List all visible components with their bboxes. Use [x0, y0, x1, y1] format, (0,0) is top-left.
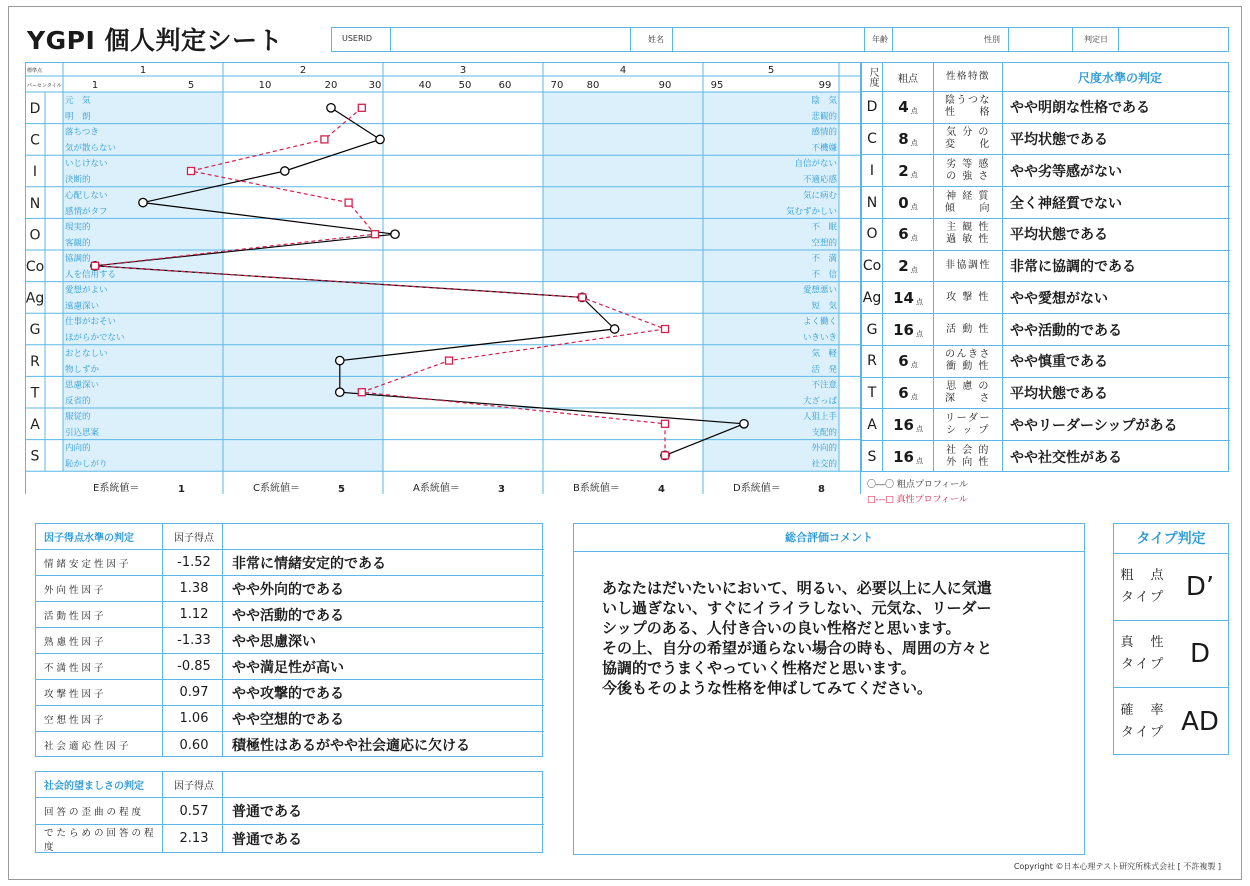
type-label: 確 率 タイプ	[1120, 702, 1166, 740]
factor-judgement: やや満足性が高い	[232, 659, 344, 676]
right-trait-top: 人狙上手	[802, 412, 837, 422]
left-trait-bottom: 決断的	[65, 175, 91, 186]
right-trait-bottom: 支配的	[811, 428, 837, 438]
true-profile-point	[92, 262, 99, 269]
left-trait-top: 思慮深い	[65, 380, 100, 391]
type-row	[1114, 621, 1228, 688]
scale-code: R	[30, 353, 40, 370]
scale-points: 16 点	[893, 320, 923, 339]
true-profile-point	[321, 136, 328, 143]
factor-judgement: やや空想的である	[232, 711, 344, 728]
percentile-label: 5	[187, 80, 195, 91]
comment-header: 総合評価コメント	[574, 524, 1084, 552]
true-profile-point	[446, 357, 453, 364]
true-profile-point	[188, 168, 195, 175]
scale-trait: 陰うつな 性 格	[945, 95, 991, 119]
left-trait-bottom: 客観的	[65, 238, 91, 249]
scale-code: N	[866, 194, 878, 211]
percentile-label: 90	[658, 80, 672, 91]
sex-label: 性別	[984, 35, 1000, 44]
factor-judgement: やや思慮深い	[232, 633, 316, 650]
scale-code: C	[867, 131, 877, 148]
left-trait-bottom: ほがらかでない	[65, 333, 125, 344]
factor-name: 回答の歪曲の程度	[44, 807, 145, 818]
scale-points: 6 点	[898, 352, 918, 371]
factor-name: 社会適応性因子	[44, 741, 132, 752]
scale-code: A	[30, 417, 40, 433]
comment-line: シップのある、人付き合いの良い性格だと思います。	[602, 619, 961, 637]
scale-trait: 社 会 的 外 向 性	[946, 445, 990, 469]
right-trait-top: 陰 気	[811, 96, 837, 106]
scale-trait: 活 動 性	[946, 323, 990, 335]
right-trait-bottom: いきいき	[802, 333, 837, 344]
factor-name: 空想性因子	[44, 714, 107, 726]
system-value: 8	[818, 484, 825, 494]
type-value: D	[1189, 639, 1211, 669]
scale-trait: 主 観 性 過 敏 性	[946, 222, 990, 246]
factor-score: 0.60	[179, 737, 209, 753]
factor-score: 0.97	[179, 685, 209, 700]
factor-table-row	[36, 654, 544, 680]
scale-points: 2 点	[898, 257, 918, 276]
corner-percentile-label: パーセンタイル	[27, 83, 62, 89]
scale-points: 14 点	[893, 288, 923, 307]
right-trait-bottom: 気むずかしい	[785, 206, 837, 217]
scale-row-t	[862, 378, 1230, 410]
comment-line: いし過ぎない、すぐにイライラしない、元気な、リーダー	[602, 599, 992, 617]
factor-name: でたらめの回答の程度	[44, 827, 157, 853]
scale-code: I	[32, 164, 38, 181]
type-value: D’	[1185, 572, 1215, 602]
comment-line: その上、自分の希望が通らない場合の時も、周囲の方々と	[602, 639, 993, 657]
scale-judgement: やや慎重である	[1010, 354, 1108, 371]
factor-table-row	[36, 732, 544, 758]
right-trait-top: 気に病む	[802, 190, 837, 201]
scale-row-o	[862, 219, 1230, 251]
percentile-label: 80	[586, 80, 600, 91]
scale-code: R	[867, 353, 877, 370]
left-trait-top: 仕事がおそい	[65, 317, 117, 328]
rough-profile-point	[376, 135, 384, 143]
userid-label: USERID	[342, 34, 373, 43]
rough-profile-point	[391, 230, 399, 238]
scale-row-r	[862, 346, 1230, 378]
scale-row-a	[862, 410, 1230, 442]
factor-score: 1.06	[179, 711, 209, 726]
scale-row-g	[862, 314, 1230, 346]
right-trait-top: 自信がない	[794, 159, 837, 170]
factor-name: 情緒安定性因子	[44, 558, 132, 570]
scale-points: 0 点	[898, 193, 918, 212]
scale-row-s	[862, 441, 1230, 473]
factor-score: 1.12	[179, 607, 209, 622]
comment-line: 今後もそのような性格を伸ばしてみてください。	[602, 679, 933, 697]
scale-judgement: やや愛想がない	[1010, 290, 1108, 307]
system-value-label: A系統値＝	[413, 483, 460, 494]
left-trait-top: 愛想がよい	[65, 285, 108, 296]
type-judgement-box	[1113, 523, 1229, 755]
type-label: 粗 点 タイプ	[1120, 568, 1166, 605]
points-column-header: 粗点	[898, 73, 918, 85]
left-trait-top: 心配しない	[65, 190, 108, 201]
true-profile-point	[358, 389, 365, 396]
page-title: YGPI 個人判定シート	[27, 26, 283, 55]
left-trait-top: 現実的	[65, 222, 91, 233]
scale-judgement: 平均状態である	[1010, 386, 1108, 403]
profile-chart	[25, 62, 861, 494]
factor-name: 外向性因子	[44, 584, 107, 596]
factor-score-table	[35, 523, 543, 757]
scale-code: G	[29, 322, 41, 339]
right-trait-bottom: 大ざっぱ	[802, 396, 837, 407]
scale-code: G	[866, 321, 878, 338]
left-trait-bottom: 人を信用する	[65, 270, 117, 280]
system-value: 5	[338, 484, 345, 494]
scale-points: 16 点	[893, 448, 923, 467]
right-trait-top: 不 満	[811, 254, 837, 264]
right-trait-bottom: 活 発	[811, 364, 837, 375]
scale-code: O	[866, 226, 878, 243]
left-trait-top: 協調的	[65, 254, 91, 264]
percentile-label: 95	[710, 80, 724, 91]
social-header-score: 因子得点	[174, 781, 214, 792]
percentile-label: 1	[91, 80, 99, 91]
factor-table-row	[36, 550, 544, 576]
scale-row-c	[862, 124, 1230, 156]
system-value: 4	[658, 484, 665, 494]
system-value-label: D系統値＝	[733, 483, 781, 494]
factor-judgement: 積極性はあるがやや社会適応に欠ける	[232, 738, 470, 754]
factor-judgement: 非常に情緒安定的である	[232, 555, 386, 572]
factor-table-row	[36, 706, 544, 732]
right-trait-top: 気 軽	[811, 348, 837, 359]
rough-profile-point	[740, 420, 748, 428]
system-value: 1	[178, 484, 185, 494]
social-header-name: 社会的望ましさの判定	[44, 781, 144, 792]
type-header: タイプ判定	[1114, 524, 1228, 554]
rough-profile-point	[336, 356, 344, 364]
scale-points: 2 点	[898, 161, 918, 180]
legend-rough-profile: 〇―〇 粗点プロフィール	[867, 480, 968, 490]
factor-judgement: やや外向的である	[232, 581, 344, 598]
scale-trait: 非協調性	[945, 260, 991, 272]
type-value: AD	[1181, 706, 1219, 737]
standard-score-label: 2	[299, 65, 307, 76]
factor-table-row	[36, 576, 544, 602]
factor-score: 2.13	[179, 831, 209, 846]
header-info-bar	[331, 27, 1229, 52]
rough-profile-point	[336, 388, 344, 396]
right-trait-top: 感情的	[811, 127, 837, 138]
social-table-row	[36, 798, 544, 825]
scale-code: Ag	[25, 290, 45, 307]
right-trait-bottom: 不適応感	[802, 175, 837, 186]
factor-name: 熟慮性因子	[44, 636, 107, 648]
scale-row-d	[862, 92, 1230, 124]
factor-score: -1.52	[177, 555, 211, 570]
right-trait-bottom: 社交的	[811, 459, 837, 470]
rough-profile-point	[139, 198, 147, 206]
factor-table-row	[36, 602, 544, 628]
right-trait-bottom: 空想的	[811, 238, 837, 249]
left-trait-top: おとなしい	[65, 348, 108, 359]
left-trait-bottom: 恥かしがり	[65, 459, 108, 470]
percentile-label: 50	[458, 80, 472, 91]
percentile-label: 40	[418, 80, 432, 91]
factor-header-score: 因子得点	[174, 533, 214, 544]
right-trait-top: よく働く	[802, 317, 837, 328]
type-row	[1114, 554, 1228, 621]
standard-score-label: 5	[767, 65, 775, 76]
system-value-label: E系統値＝	[93, 483, 140, 494]
percentile-label: 60	[498, 80, 512, 91]
right-trait-top: 愛想悪い	[802, 285, 837, 296]
comment-body	[574, 552, 1084, 698]
comment-line: 協調的でうまくやっていく性格だと思います。	[602, 659, 916, 677]
scale-code: N	[29, 195, 41, 212]
legend-true-profile: □---□ 真性プロフィール	[867, 495, 968, 505]
scale-points: 6 点	[898, 225, 918, 244]
scale-trait: リーダー シ ッ プ	[945, 412, 991, 436]
left-trait-bottom: 反省的	[65, 396, 91, 407]
scale-points: 6 点	[898, 384, 918, 403]
true-profile-point	[662, 326, 669, 333]
right-trait-top: 不 眠	[811, 222, 837, 233]
rough-profile-point	[327, 104, 335, 112]
standard-score-label: 4	[619, 65, 627, 76]
scale-trait: 劣 等 感 の 強 さ	[946, 158, 990, 182]
system-value-label: C系統値＝	[253, 483, 300, 494]
scale-code: S	[30, 448, 40, 465]
scale-code: Ag	[862, 289, 882, 306]
type-row	[1114, 688, 1228, 755]
percentile-label: 99	[818, 80, 832, 91]
factor-score: 1.38	[179, 581, 209, 596]
true-profile-point	[579, 294, 586, 301]
scale-code: A	[867, 416, 877, 433]
left-trait-bottom: 感情がタフ	[65, 206, 108, 217]
overall-comment-box	[573, 523, 1085, 855]
left-trait-bottom: 引込思案	[65, 428, 100, 438]
judgement-column-header: 尺度水準の判定	[1077, 70, 1162, 85]
scale-code: D	[866, 99, 878, 116]
right-trait-top: 外向的	[811, 443, 837, 454]
scale-trait: 気 分 の 変 化	[945, 127, 991, 151]
scale-judgement: 非常に協調的である	[1010, 259, 1136, 276]
scale-points: 8 点	[898, 130, 918, 149]
true-profile-point	[662, 452, 669, 459]
profile-legend	[867, 477, 968, 505]
scale-judgement: 平均状態である	[1010, 227, 1108, 244]
percentile-label: 20	[324, 80, 338, 91]
scale-score-table	[861, 62, 1229, 472]
left-trait-bottom: 明 朗	[65, 112, 91, 122]
factor-judgement: 普通である	[232, 804, 302, 820]
factor-score: -1.33	[177, 633, 211, 648]
scale-row-i	[862, 156, 1230, 188]
name-label: 姓名	[648, 35, 664, 44]
factor-judgement: やや活動的である	[232, 607, 344, 624]
scale-column-header	[862, 63, 882, 91]
factor-judgement: 普通である	[232, 831, 302, 848]
scale-judgement: ややリーダーシップがある	[1010, 417, 1178, 434]
factor-score: -0.85	[177, 659, 211, 674]
right-trait-bottom: 悲観的	[811, 112, 837, 122]
scale-judgement: やや劣等感がない	[1010, 163, 1122, 180]
left-trait-top: 落ちつき	[65, 127, 99, 138]
factor-judgement: やや攻撃的である	[232, 685, 344, 702]
copyright: Copyright ©日本心理テスト研究所株式会社 [ 不許複製 ]	[1013, 862, 1221, 871]
scale-code: I	[869, 162, 875, 179]
scale-trait: 神 経 質 傾 向	[945, 190, 991, 214]
true-profile-point	[372, 231, 379, 238]
left-trait-top: 服従的	[65, 412, 91, 422]
scale-row-n	[862, 187, 1230, 219]
social-table-row	[36, 825, 544, 852]
social-desirability-table	[35, 771, 543, 853]
standard-score-label: 3	[459, 65, 467, 76]
factor-table-row	[36, 680, 544, 706]
rough-profile-point	[610, 325, 618, 333]
type-label: 真 性 タイプ	[1120, 635, 1166, 672]
left-trait-bottom: 気が散らない	[65, 143, 117, 154]
right-trait-top: 不注意	[811, 380, 837, 391]
left-trait-top: 内向的	[65, 443, 91, 454]
scale-code: Co	[25, 259, 45, 275]
comment-line: あなたはだいたいにおいて、明るい、必要以上に人に気遣	[602, 579, 992, 597]
col-scale-label: 尺度	[867, 67, 878, 87]
scale-code: C	[30, 132, 40, 149]
social-table-header	[36, 772, 544, 798]
scale-judgement: やや社交性がある	[1010, 450, 1122, 467]
left-trait-bottom: 物しずか	[65, 364, 100, 375]
true-profile-point	[662, 420, 669, 427]
scale-code: T	[30, 385, 40, 402]
factor-score: 0.57	[179, 803, 209, 819]
scale-judgement: 全く神経質でない	[1010, 195, 1122, 212]
percentile-label: 70	[550, 80, 564, 91]
factor-name: 活動性因子	[44, 610, 107, 622]
factor-header-name: 因子得点水準の判定	[44, 533, 134, 544]
left-trait-bottom: 遠慮深い	[65, 301, 100, 312]
corner-standard-label: 標準点	[27, 68, 43, 74]
age-label: 年齢	[872, 35, 888, 44]
factor-table-row	[36, 628, 544, 654]
factor-table-header	[36, 524, 544, 550]
standard-score-label: 1	[139, 65, 147, 76]
percentile-label: 10	[258, 80, 272, 91]
scale-judgement: やや活動的である	[1010, 322, 1122, 339]
scale-row-co	[862, 251, 1230, 283]
judgement-sheet	[8, 6, 1242, 880]
scale-code: D	[29, 101, 41, 117]
percentile-label: 30	[368, 80, 382, 91]
scale-points: 4 点	[898, 98, 918, 117]
scale-code: T	[867, 385, 877, 402]
left-trait-top: いじけない	[65, 159, 108, 170]
factor-name: 攻撃性因子	[44, 688, 107, 700]
right-trait-bottom: 不機嫌	[811, 143, 837, 154]
rough-profile-point	[281, 167, 289, 175]
scale-code: Co	[862, 258, 882, 275]
date-label: 判定日	[1084, 35, 1108, 44]
scale-trait: のんきさ 衝 動 性	[945, 349, 991, 373]
system-value: 3	[498, 484, 505, 494]
scale-code: O	[29, 227, 41, 244]
factor-name: 不満性因子	[44, 662, 107, 674]
scale-table-header	[862, 63, 1230, 92]
scale-trait: 攻 撃 性	[946, 291, 990, 303]
right-trait-bottom: 短 気	[811, 301, 837, 312]
true-profile-point	[345, 199, 352, 206]
true-profile-point	[358, 104, 365, 111]
scale-points: 16 点	[893, 415, 923, 434]
scale-judgement: やや明朗な性格である	[1010, 100, 1150, 117]
scale-judgement: 平均状態である	[1010, 132, 1108, 149]
left-trait-top: 元 気	[65, 96, 91, 106]
trait-column-header: 性格特徴	[945, 71, 990, 82]
scale-row-ag	[862, 283, 1230, 315]
scale-trait: 思 慮 の 深 さ	[945, 381, 991, 405]
right-trait-bottom: 不 信	[811, 270, 837, 280]
scale-code: S	[867, 449, 877, 466]
system-value-label: B系統値＝	[573, 483, 620, 494]
